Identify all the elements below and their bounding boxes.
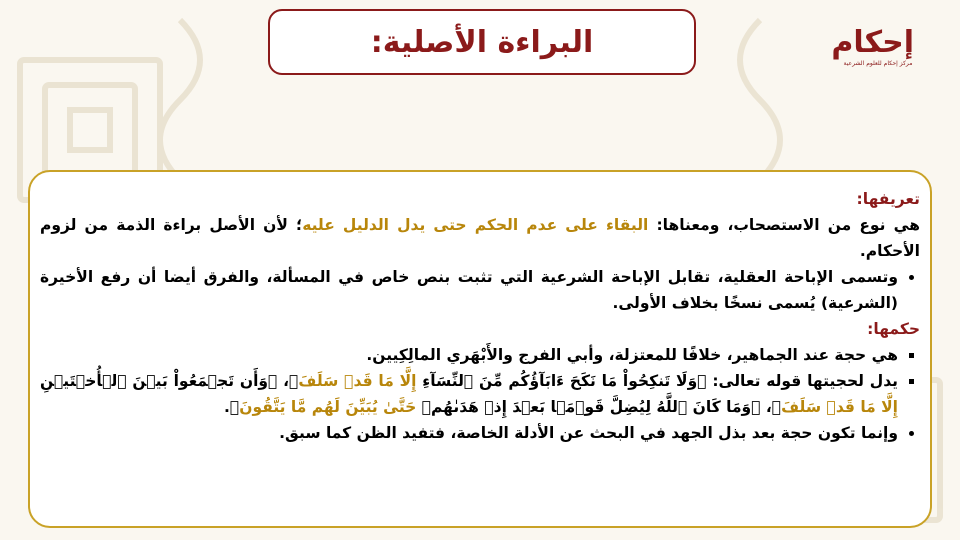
definition-intro: هي نوع من الاستصحاب، ومعناها: [648, 216, 920, 234]
quote-2-end: ﴾، [760, 398, 782, 416]
quote-1-highlight: إِلَّا مَا قَدۡ سَلَفَ [298, 372, 417, 390]
quote-3-end: ﴾. [224, 398, 240, 416]
title-box [268, 9, 696, 75]
quote-1-end: ﴾، [277, 372, 299, 390]
ruling-note-list [40, 420, 920, 446]
ruling-item-2 [40, 368, 898, 420]
definition-rest: ؛ لأن الأصل براءة الذمة من لزوم الأحكام. [40, 216, 920, 260]
definition-highlight: البقاء على عدم الحكم حتى يدل الدليل عليه [302, 216, 649, 234]
ruling-item-1: ▪ هي حجة عند الجماهير، خلافًا للمعتزلة، وأبي الفرج والأَبْهَري المالِكِيين. [40, 342, 898, 368]
definition-bullet: • وتسمى الإباحة العقلية، تقابل الإباحة الشرعية التي تثبت بنص خاص في المسألة، والفرق أيضا أن رفع الأخيرة (الشرعية) يُسمى نسخًا بخلاف الأولى. [40, 264, 898, 316]
content-box [28, 170, 932, 528]
quote-3-highlight: حَتَّىٰ يُبَيِّنَ لَهُم مَّا يَتَّقُونَ [239, 398, 417, 416]
ruling-list [40, 342, 920, 420]
quote-1-start: ﴿وَلَا تَنكِحُواْ مَا نَكَحَ ءَابَآؤُكُم مِّنَ ٱلنِّسَآءِ [416, 372, 707, 390]
ruling-heading: حكمها: [867, 320, 920, 338]
definition-paragraph [40, 212, 920, 264]
logo-word: إحكام [831, 25, 914, 60]
page-title: البراءة الأصلية: [370, 24, 594, 60]
ruling-item-2-intro: يدل لحجيتها قوله تعالى: [706, 372, 898, 390]
logo-subtitle: مركز إحكام للعلوم الشرعية [843, 60, 913, 67]
quote-3-start: ﴿وَمَا كَانَ ٱللَّهُ لِيُضِلَّ قَوۡمَۢا بَعۡدَ إِذۡ هَدَىٰهُمۡ [416, 398, 761, 416]
definition-heading: تعريفها: [856, 190, 920, 208]
quote-2-highlight: إِلَّا مَا قَدۡ سَلَفَ [781, 398, 898, 416]
quote-2-start: ﴿وَأَن تَجۡمَعُواْ بَيۡنَ ٱلۡأُخۡتَيۡنِ [40, 372, 278, 390]
definition-list [40, 264, 920, 316]
logo [831, 25, 914, 90]
ruling-bullet: • وإنما تكون حجة بعد بذل الجهد في البحث عن الأدلة الخاصة، فتفيد الظن كما سبق. [40, 420, 898, 446]
